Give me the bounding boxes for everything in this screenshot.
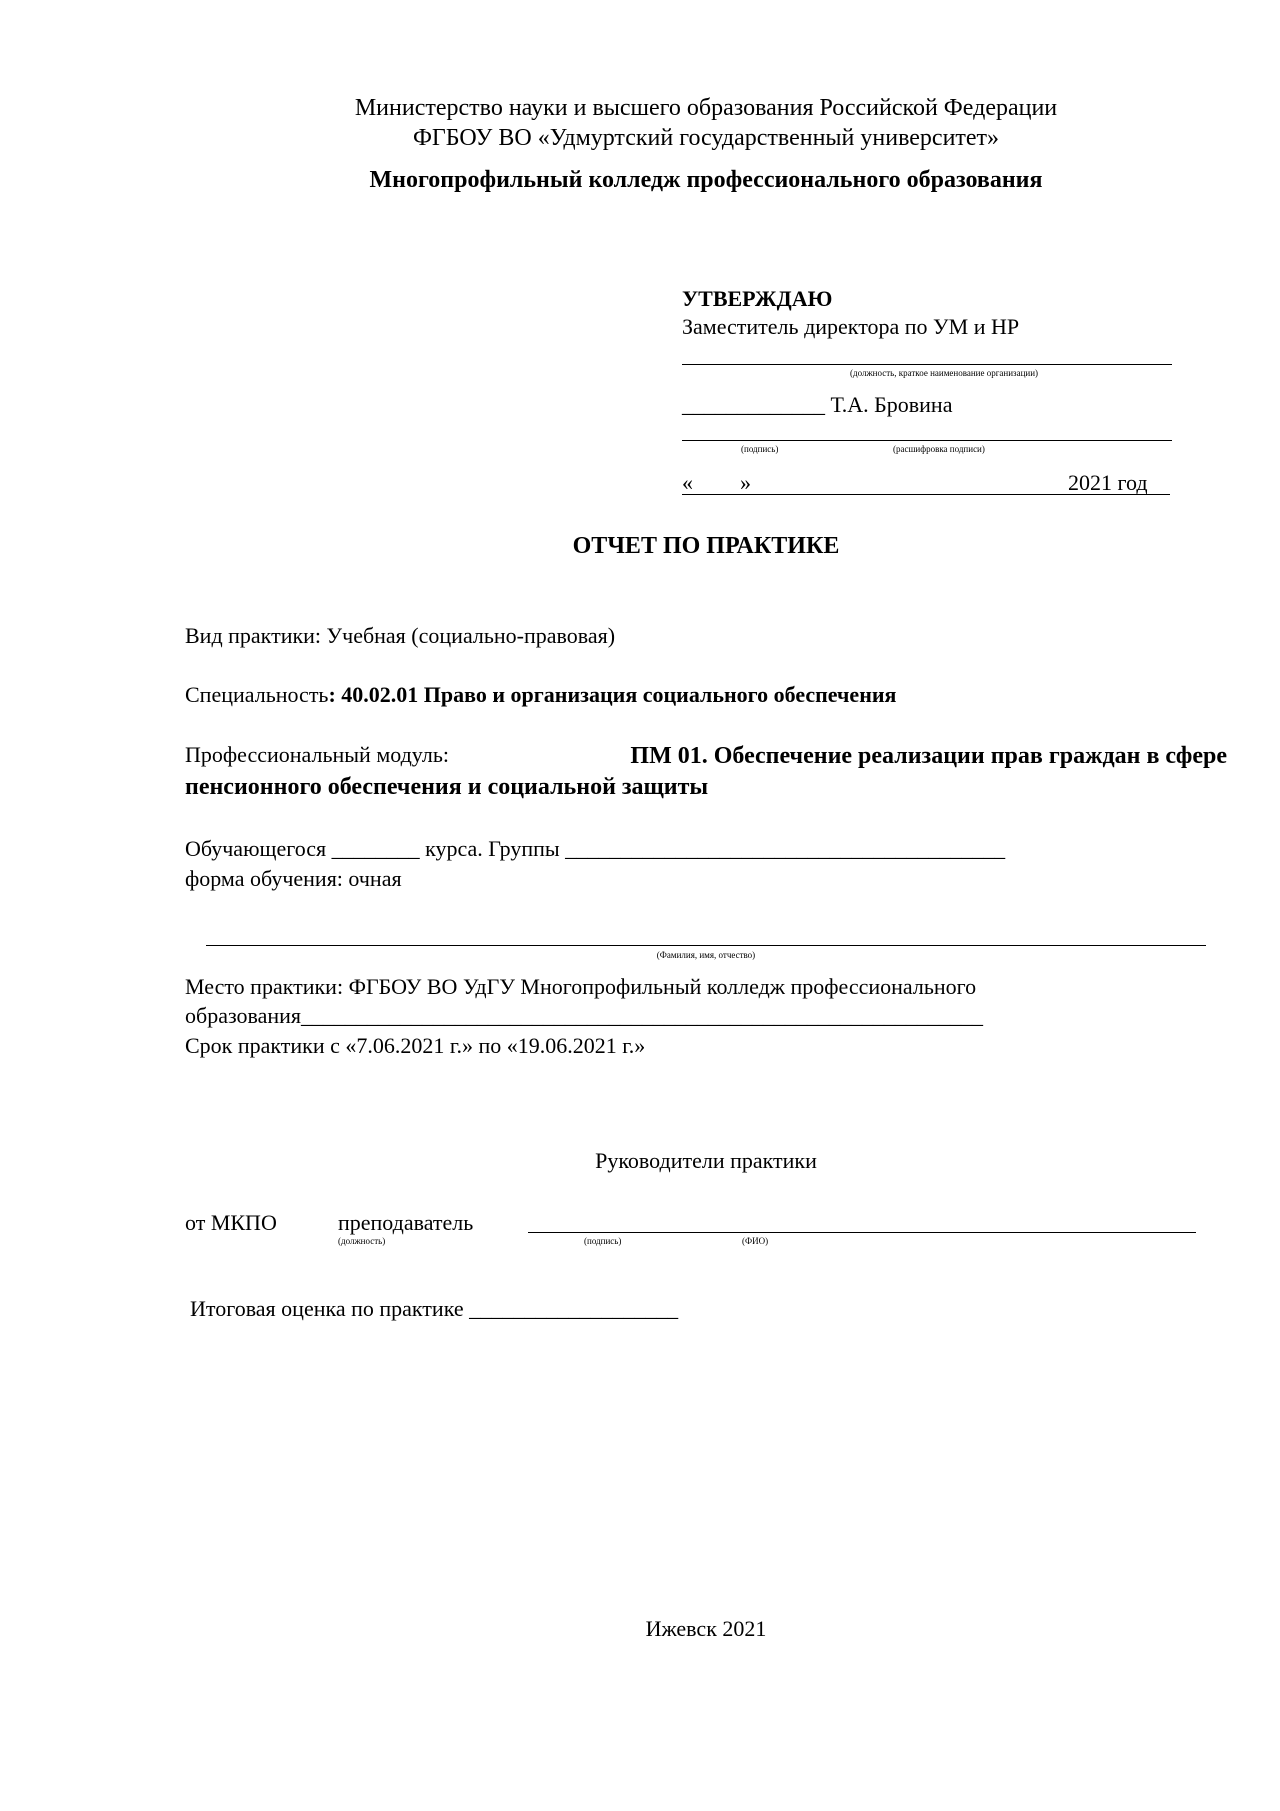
city-year: Ижевск 2021 bbox=[645, 1616, 767, 1641]
approval-position: Заместитель директора по УМ и НР bbox=[682, 314, 1020, 339]
specialty bbox=[185, 682, 896, 708]
module-value-line2: пенсионного обеспечения и социальной защиты bbox=[185, 774, 709, 800]
specialty-value: : 40.02.01 Право и организация социального обеспечения bbox=[328, 682, 897, 707]
college-name: Многопрофильный колледж профессионального образования bbox=[369, 167, 1043, 193]
date-close-quote: » bbox=[740, 470, 751, 495]
practice-term: Срок практики с «7.06.2021 г.» по «19.06.2021 г.» bbox=[185, 1033, 646, 1058]
place-line1: Место практики: ФГБОУ ВО УдГУ Многопрофильный колледж профессионального bbox=[185, 974, 977, 999]
fio-line bbox=[206, 945, 1206, 946]
approval-heading: УТВЕРЖДАЮ bbox=[682, 286, 833, 311]
supervisor-fio-hint: (ФИО) bbox=[742, 1236, 769, 1246]
report-title: ОТЧЕТ ПО ПРАКТИКЕ bbox=[572, 533, 840, 559]
position-hint: (должность, краткое наименование организации) bbox=[850, 368, 1039, 378]
final-grade-blank: ___________________ bbox=[469, 1296, 679, 1321]
professional-module bbox=[185, 742, 1227, 801]
date-underline bbox=[682, 494, 1170, 495]
place-line2: образования______________________________________________________________ bbox=[185, 1003, 984, 1028]
signature-underline bbox=[682, 440, 1172, 441]
specialty-label: Специальность bbox=[185, 682, 329, 707]
signer-name: Т.А. Бровина bbox=[830, 392, 953, 417]
fio-hint: (Фамилия, имя, отчество) bbox=[656, 950, 756, 960]
study-form: форма обучения: очная bbox=[185, 866, 402, 891]
supervisor-signature-hint: (подпись) bbox=[584, 1236, 622, 1246]
supervisors-heading: Руководители практики bbox=[595, 1148, 817, 1173]
signature-line bbox=[682, 392, 952, 418]
final-grade bbox=[190, 1296, 678, 1322]
decoding-hint: (расшифровка подписи) bbox=[893, 444, 985, 454]
signature-blank: _____________ bbox=[682, 392, 825, 417]
practice-type bbox=[185, 623, 615, 649]
module-value-line1: ПМ 01. Обеспечение реализации прав граждан в сфере bbox=[630, 743, 1227, 769]
supervisor-role: преподаватель bbox=[338, 1210, 474, 1235]
final-grade-label: Итоговая оценка по практике bbox=[190, 1296, 464, 1321]
supervisor-signature-line bbox=[528, 1232, 1196, 1233]
date-open-quote: « bbox=[682, 470, 693, 495]
practice-type-label: Вид практики: bbox=[185, 623, 322, 648]
date-year: 2021 год bbox=[1068, 470, 1148, 495]
university-name: ФГБОУ ВО «Удмуртский государственный университет» bbox=[412, 125, 1000, 151]
supervisor-position-hint: (должность) bbox=[338, 1236, 386, 1246]
module-label: Профессиональный модуль: bbox=[185, 742, 449, 767]
student-line: Обучающегося ________ курса. Группы ________________________________________ bbox=[185, 836, 1006, 861]
signature-hint: (подпись) bbox=[741, 444, 779, 454]
supervisor-from: от МКПО bbox=[185, 1210, 277, 1235]
position-line bbox=[682, 364, 1172, 365]
ministry-name: Министерство науки и высшего образования Российской Федерации bbox=[354, 95, 1058, 121]
practice-type-value: Учебная (социально-правовая) bbox=[326, 623, 616, 648]
